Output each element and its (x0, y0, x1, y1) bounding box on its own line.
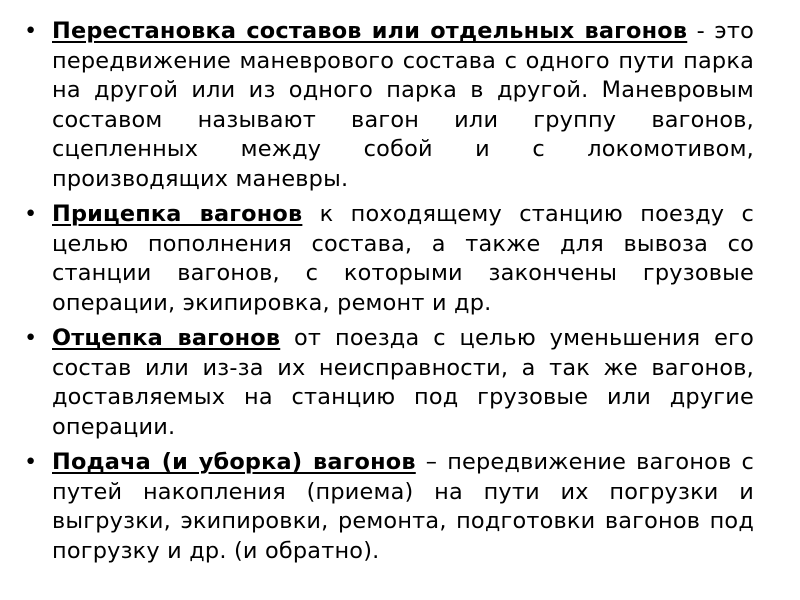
list-item-coupling (24, 200, 754, 318)
bullet-icon: • (24, 201, 38, 227)
bullet-icon: • (24, 325, 38, 351)
bullet-icon: • (24, 449, 38, 475)
definition-coupling: к походящему станцию поезду с целью пополнения состава, а также для вывоза со станции вагонов, с которыми закончены грузовые операции, экипировка, ремонт и др. (52, 201, 755, 316)
list-item-rearrangement (24, 17, 754, 194)
list-item-delivery (24, 448, 754, 566)
term-uncoupling: Отцепка вагонов (52, 325, 281, 351)
term-rearrangement: Перестановка составов или отдельных вагонов (52, 18, 688, 44)
bullet-icon: • (24, 18, 38, 44)
term-coupling: Прицепка вагонов (52, 201, 303, 227)
term-delivery: Подача (и уборка) вагонов (52, 449, 416, 475)
definition-rearrangement: - это передвижение маневрового состава с одного пути парка на другой или из одного парка в другой. Маневровым составом называют вагон или группу вагонов, сцепленных между собой и с локомотивом, производящих маневры. (52, 18, 754, 192)
list-item-uncoupling (24, 324, 754, 442)
definitions-list (24, 17, 754, 572)
definition-delivery: – передвижение вагонов с путей накопления (приема) на пути их погрузки и выгрузки, экипировки, ремонта, подготовки вагонов под погрузку и др. (и обратно). (52, 449, 754, 564)
definition-uncoupling: от поезда с целью уменьшения его состав или из-за их неисправности, а так же вагонов, доставляемых на станцию под грузовые или другие операции. (52, 325, 754, 440)
